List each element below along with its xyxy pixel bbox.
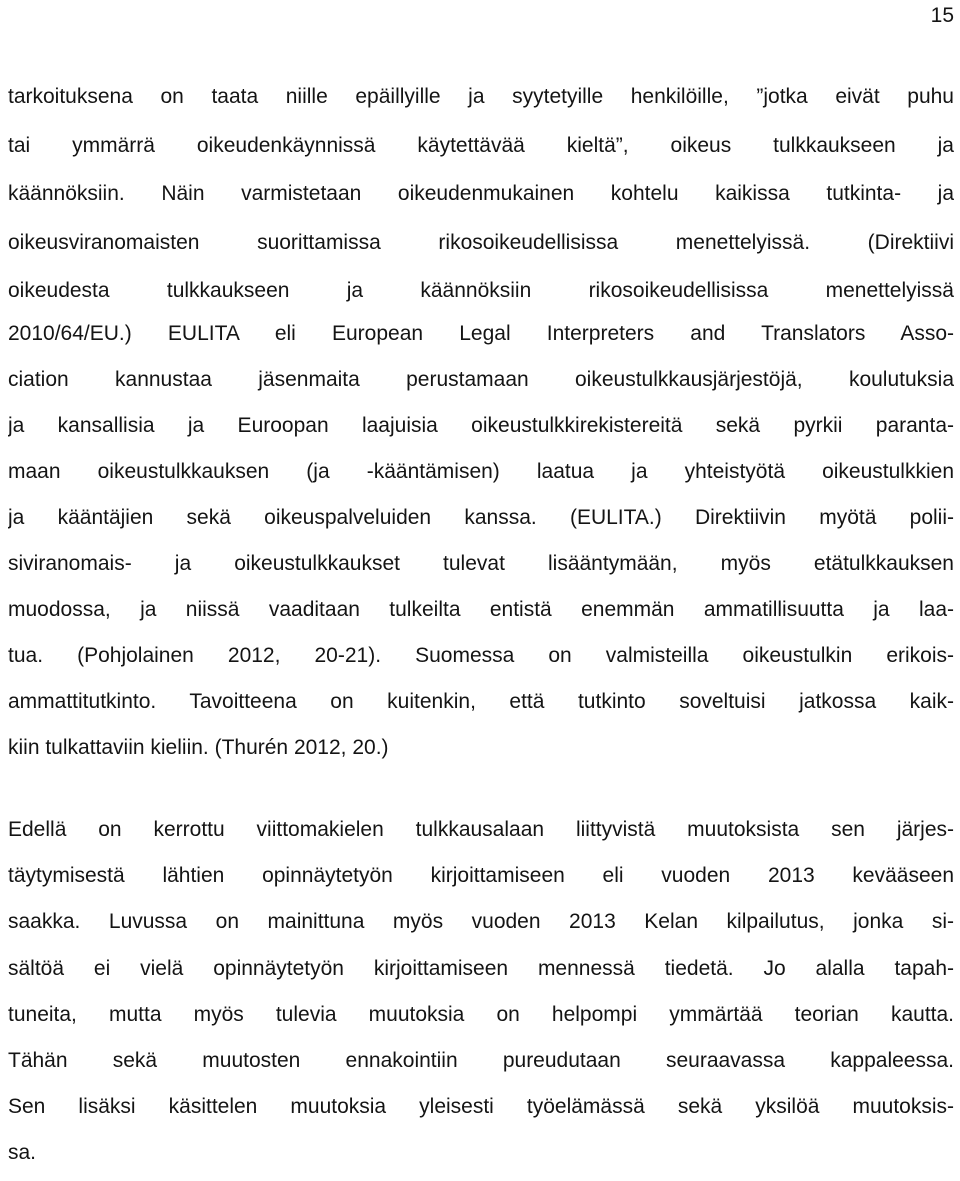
paragraph-line: kiin tulkattaviin kieliin. (Thurén 2012, 20.) — [8, 736, 389, 759]
page-number: 15 — [930, 4, 954, 27]
paragraph-1 — [8, 78, 954, 321]
paragraph-line: oikeusviranomaisten suorittamissa rikosoikeudellisissa menettelyissä. (Direktiivi — [8, 230, 954, 254]
paragraph-line: maan oikeustulkkauksen (ja -kääntämisen) laatua ja yhteistyötä oikeustulkkien — [8, 460, 954, 483]
paragraph-line: tarkoituksena on taata niille epäillyille ja syytetyille henkilöille, ”jotka eivät puhu — [8, 85, 954, 108]
paragraph-line: käännöksiin. Näin varmistetaan oikeudenmukainen kohtelu kaikissa tutkinta- ja — [8, 182, 954, 205]
paragraph-line: ammattitutkinto. Tavoitteena on kuitenkin, että tutkinto soveltuisi jatkossa kaik- — [8, 690, 954, 713]
paragraph-line: 2010/64/EU.) EULITA eli European Legal Interpreters and Translators Asso- — [8, 322, 954, 345]
paragraph-line: siviranomais- ja oikeustulkkaukset tulevat lisääntymään, myös etätulkkauksen — [8, 552, 954, 575]
paragraph-3 — [8, 811, 954, 1181]
paragraph-2 — [8, 315, 954, 775]
paragraph-line: ja kansallisia ja Euroopan laajuisia oikeustulkkirekistereitä sekä pyrkii paranta- — [8, 414, 954, 437]
paragraph-line: tuneita, mutta myös tulevia muutoksia on helpompi ymmärtää teorian kautta. — [8, 1002, 954, 1026]
paragraph-line: sa. — [8, 1141, 37, 1165]
paragraph-line: Sen lisäksi käsittelen muutoksia yleisesti työelämässä sekä yksilöä muutoksis- — [8, 1095, 954, 1119]
paragraph-line: sältöä ei vielä opinnäytetyön kirjoittamiseen mennessä tiedetä. Jo alalla tapah- — [8, 956, 954, 980]
paragraph-line: Tähän sekä muutosten ennakointiin pureudutaan seuraavassa kappaleessa. — [8, 1048, 954, 1072]
paragraph-line: muodossa, ja niissä vaaditaan tulkeilta entistä enemmän ammatillisuutta ja laa- — [8, 598, 954, 621]
paragraph-line: ciation kannustaa jäsenmaita perustamaan oikeustulkkausjärjestöjä, koulutuksia — [8, 368, 954, 391]
paragraph-line: oikeudesta tulkkaukseen ja käännöksiin rikosoikeudellisissa menettelyissä — [8, 279, 954, 302]
paragraph-line: tai ymmärrä oikeudenkäynnissä käytettävää kieltä”, oikeus tulkkaukseen ja — [8, 133, 954, 157]
paragraph-line: tua. (Pohjolainen 2012, 20-21). Suomessa on valmisteilla oikeustulkin erikois- — [8, 644, 954, 667]
paragraph-line: Edellä on kerrottu viittomakielen tulkkausalaan liittyvistä muutoksista sen järjes- — [8, 818, 954, 841]
paragraph-line: ja kääntäjien sekä oikeuspalveluiden kanssa. (EULITA.) Direktiivin myötä polii- — [8, 506, 954, 529]
paragraph-line: täytymisestä lähtien opinnäytetyön kirjoittamiseen eli vuoden 2013 kevääseen — [8, 864, 954, 888]
paragraph-line: saakka. Luvussa on mainittuna myös vuoden 2013 Kelan kilpailutus, jonka si- — [8, 910, 954, 934]
